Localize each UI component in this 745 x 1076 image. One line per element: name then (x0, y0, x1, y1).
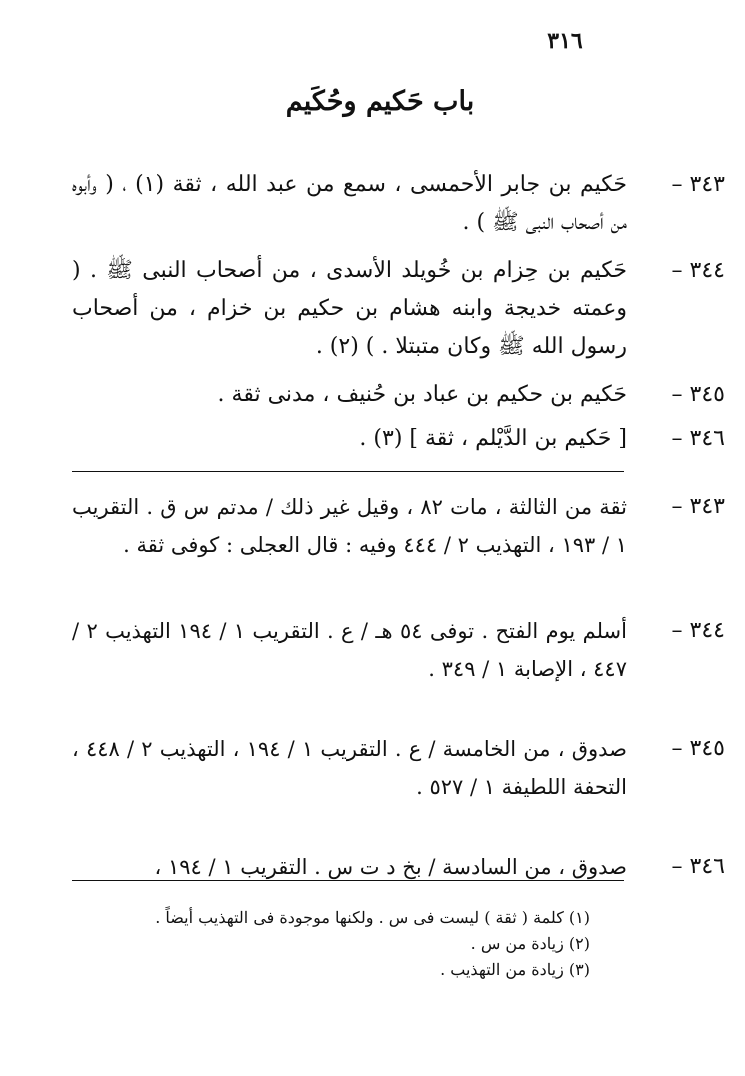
entry-number: ٣٤٤ – (671, 258, 725, 283)
note-number: ٣٤٦ – (671, 854, 725, 879)
entry-text: [ حَكيم بن الدَّيْلم ، ثقة ] (٣) . (359, 426, 627, 451)
entry-text: حَكيم بن جابر الأحمسى ، سمع من عبد الله ، ثقة (١) ، ( وأبوه من أصحاب النبى ﷺ ) . (72, 172, 627, 235)
entry-text: حَكيم بن حِزام بن خُويلد الأسدى ، من أصحاب النبى ﷺ . ( وعمته خديجة وابنه هشام بن حكيم بن خزام ، من أصحاب رسول الله ﷺ وكان متبتلا . ) (٢) . (72, 258, 627, 359)
footnote-divider (72, 880, 624, 881)
entry-number: ٣٤٥ – (671, 382, 725, 407)
note-text: صدوق ، من الخامسة / ع . التقريب ١ / ١٩٤ ، التهذيب ٢ / ٤٤٨ ، التحفة اللطيفة ١ / ٥٢٧ . (72, 737, 627, 799)
note-number: ٣٤٣ – (671, 494, 725, 519)
entry-text: حَكيم بن حكيم بن عباد بن حُنيف ، مدنى ثقة . (217, 382, 627, 407)
section-divider (72, 471, 624, 472)
note-text: ثقة من الثالثة ، مات ٨٢ ، وقيل غير ذلك / مدتم س ق . التقريب ١ / ١٩٣ ، التهذيب ٢ / ٤٤٤ وفيه : قال العجلى : كوفى ثقة . (72, 495, 627, 557)
chapter-heading: باب حَكيم وحُكَيم (285, 86, 475, 117)
entry-number: ٣٤٦ – (671, 426, 725, 451)
note-number: ٣٤٥ – (671, 736, 725, 761)
entry-number: ٣٤٣ – (671, 172, 725, 197)
footnote: (١) كلمة ( ثقة ) ليست فى س . ولكنها موجودة فى التهذيب أيضاً . (155, 908, 590, 927)
note-text: صدوق ، من السادسة / بخ د ت س . التقريب ١ / ١٩٤ ، (154, 855, 627, 879)
footnote: (٢) زيادة من س . (470, 934, 590, 953)
note-number: ٣٤٤ – (671, 618, 725, 643)
footnotes (90, 905, 590, 983)
page-number: ٣١٦ (547, 28, 583, 54)
footnote: (٣) زيادة من التهذيب . (440, 960, 590, 979)
note-text: أسلم يوم الفتح . توفى ٥٤ هـ / ع . التقريب ١ / ١٩٤ التهذيب ٢ / ٤٤٧ ، الإصابة ١ / ٣٤٩ . (72, 619, 627, 681)
